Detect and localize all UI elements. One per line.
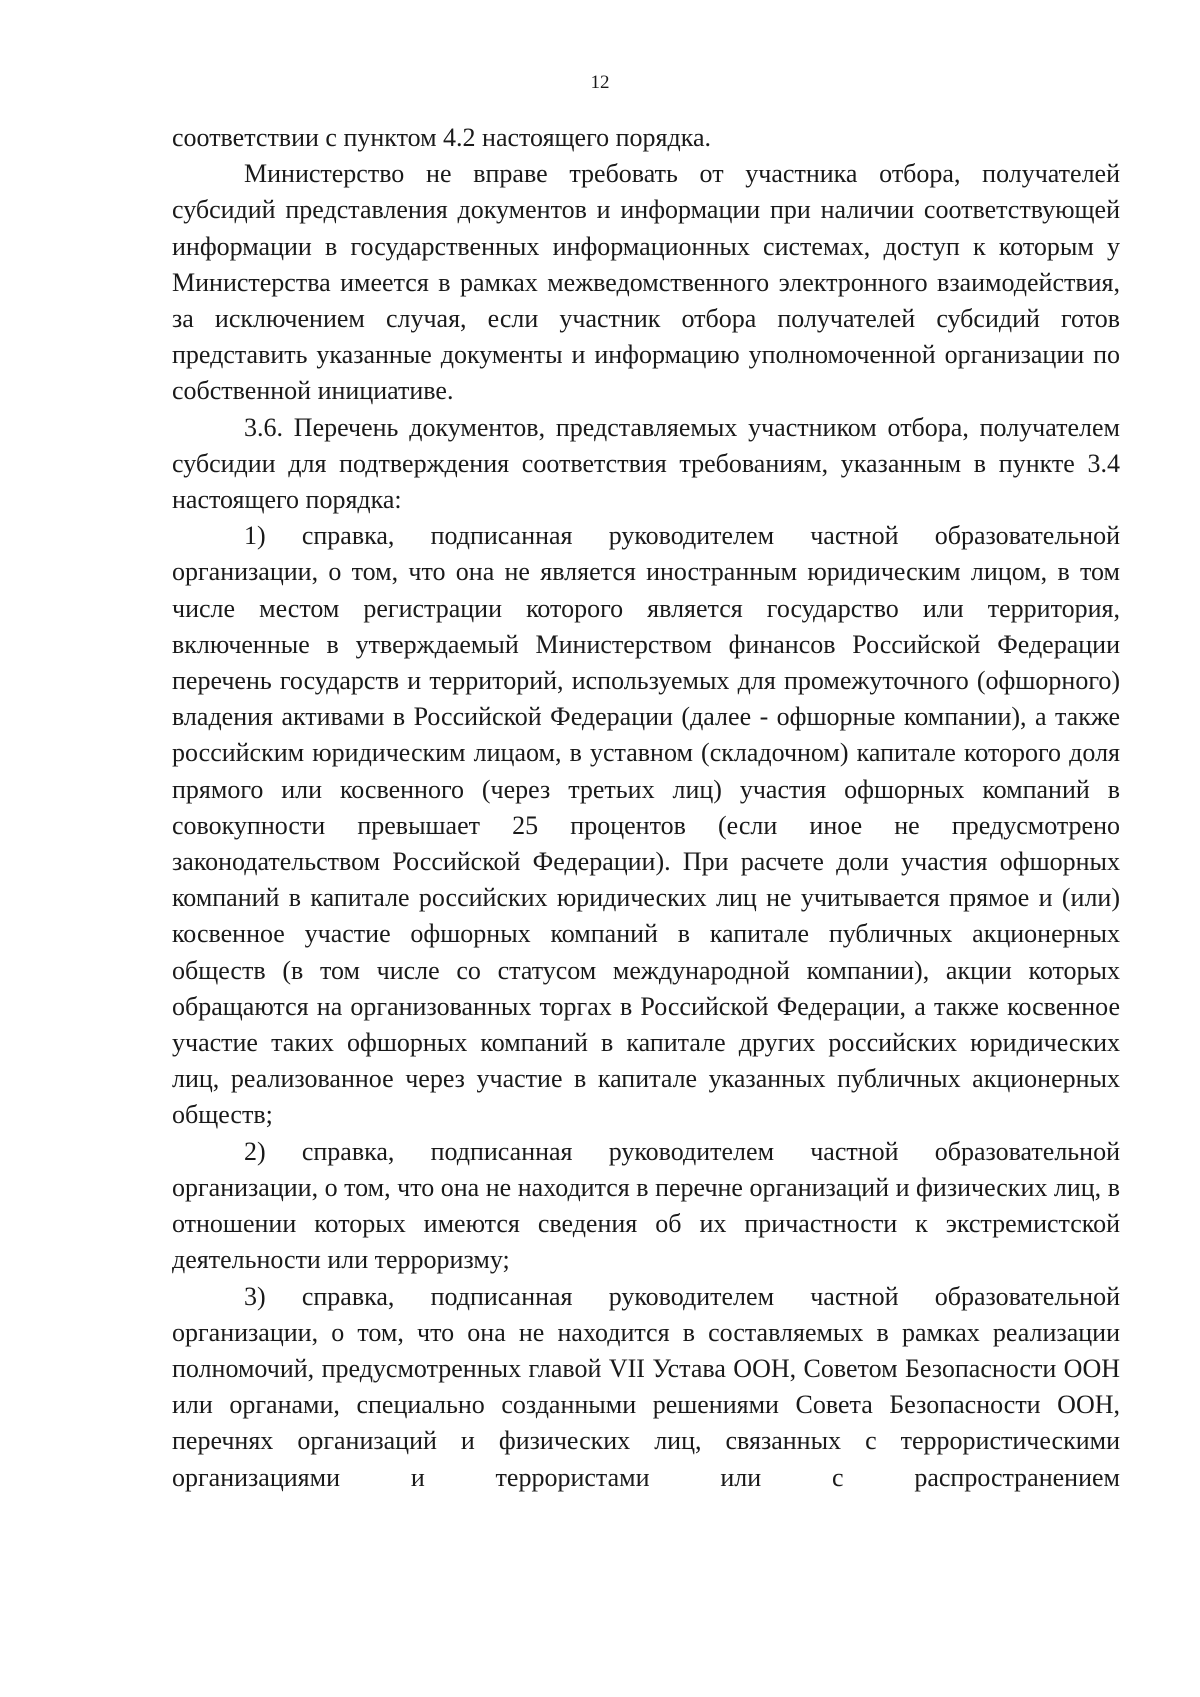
- paragraph-continuation: соответствии с пунктом 4.2 настоящего порядка.: [172, 123, 711, 152]
- document-body: [172, 120, 1120, 1496]
- list-item-3: 3) справка, подписанная руководителем частной образовательной организации, о том, что она не находится в составляемых в рамках реализации полномочий, предусмотренных главой VII Устава ООН, Советом Безопасности ООН или органами, специально созданными решениями Совета Безопасности ООН, перечнях организаций и физических лиц, связанных с террористическими организациями и террористами или с распространением: [172, 1281, 1120, 1492]
- list-item-1: 1) справка, подписанная руководителем частной образовательной организации, о том, что она не является иностранным юридическим лицом, в том числе местом регистрации которого является государство или территория, включенные в утверждаемый Министерством финансов Российской Федерации перечень государств и территорий, используемых для промежуточного (офшорного) владения активами в Российской Федерации (далее - офшорные компании), а также российским юридическим лицаом, в уставном (складочном) капитале которого доля прямого или косвенного (через третьих лиц) участия офшорных компаний в совокупности превышает 25 процентов (если иное не предусмотрено законодательством Российской Федерации). При расчете доли участия офшорных компаний в капитале российских юридических лиц не учитывается прямое и (или) косвенное участие офшорных компаний в капитале публичных акционерных обществ (в том числе со статусом международной компании), акции которых обращаются на организованных торгах в Российской Федерации, а также косвенное участие таких офшорных компаний в капитале других российских юридических лиц, реализованное через участие в капитале указанных публичных акционерных обществ;: [172, 521, 1120, 1130]
- paragraph-section-3-6: 3.6. Перечень документов, представляемых участником отбора, получателем субсидии для подтверждения соответствия требованиям, указанным в пункте 3.4 настоящего порядка:: [172, 412, 1120, 515]
- page-number: 12: [590, 72, 610, 93]
- list-item-2: 2) справка, подписанная руководителем частной образовательной организации, о том, что она не находится в перечне организаций и физических лиц, в отношении которых имеются сведения об их причастности к экстремистской деятельности или терроризму;: [172, 1136, 1120, 1275]
- paragraph-ministry-restriction: Министерство не вправе требовать от участника отбора, получателей субсидий представления документов и информации при наличии соответствующей информации в государственных информационных системах, доступ к которым у Министерства имеется в рамках межведомственного электронного взаимодействия, за исключением случая, если участник отбора получателей субсидий готов представить указанные документы и информацию уполномоченной организации по собственной инициативе.: [172, 159, 1120, 406]
